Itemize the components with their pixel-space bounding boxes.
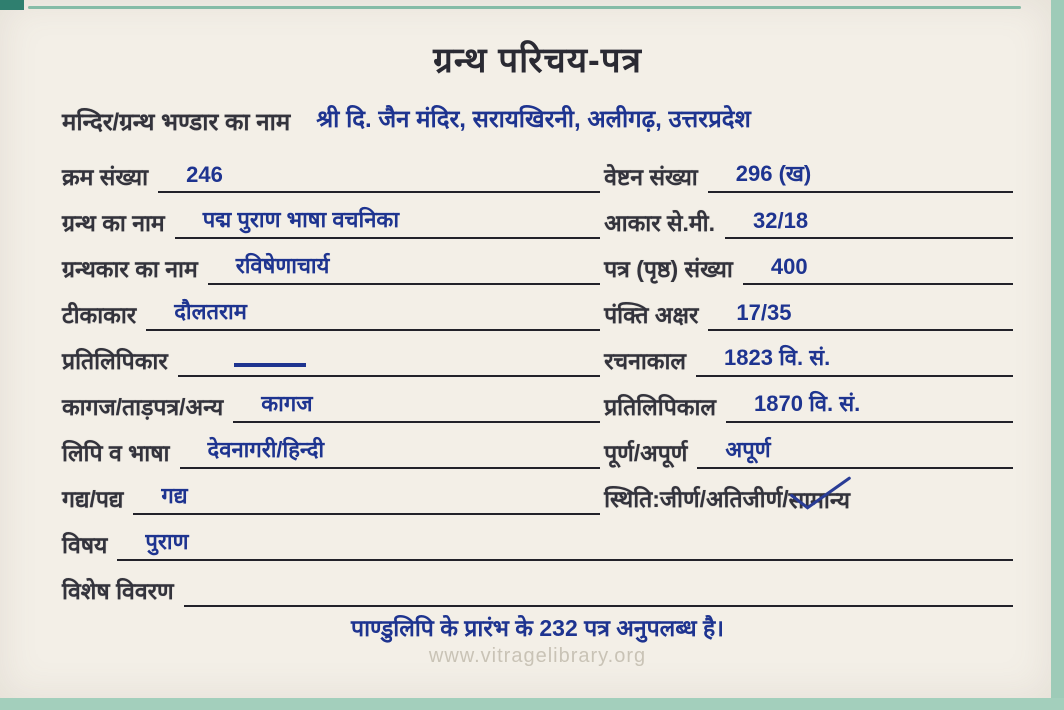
underline (708, 161, 1013, 193)
field-vishay (62, 528, 1013, 561)
special-details-note: पाण्डुलिपि के प्रारंभ के 232 पत्र अनुपलब्ध है। (351, 615, 724, 641)
checked-option-text: सामान्य (788, 487, 850, 513)
underline (184, 605, 1013, 607)
field-value: 1870 वि. सं. (754, 391, 861, 416)
field-mandir-bhandar-name (62, 105, 1013, 147)
field-value: रविषेणाचार्य (235, 253, 330, 278)
underline (725, 208, 1013, 239)
field-veshtan-sankhya (604, 160, 1013, 193)
form-row-subject (62, 515, 1013, 561)
form-row-commentator-lines (62, 285, 1013, 331)
form-row-prose-condition (62, 469, 1013, 515)
field-granthkar-ka-naam (62, 252, 604, 285)
field-value: 296 (ख) (735, 161, 812, 186)
underline (233, 391, 600, 423)
field-label: गद्य/पद्य (62, 486, 124, 512)
field-label: स्थिति:जीर्ण/अतिजीर्ण/ (604, 486, 789, 512)
page-title: ग्रन्थ परिचय-पत्र (433, 41, 642, 80)
underline (696, 345, 1013, 377)
field-label: टीकाकार (62, 302, 137, 328)
form-row-material-copydate (62, 377, 1013, 423)
form-row-author-pages (62, 239, 1013, 285)
field-label: पूर्ण/अपूर्ण (604, 440, 688, 466)
field-kagaz-tadpatra-anya (62, 390, 604, 423)
underline (133, 483, 600, 515)
field-label: पत्र (पृष्ठ) संख्या (604, 256, 733, 282)
field-kram-sankhya (62, 160, 604, 193)
field-patra-sankhya (604, 252, 1013, 285)
condition-checked-option (789, 483, 850, 515)
field-label: आकार से.मी. (604, 210, 716, 236)
field-value: कागज (261, 391, 313, 416)
form-row-special-details (62, 561, 1013, 607)
field-label: कागज/ताड़पत्र/अन्य (62, 394, 224, 420)
field-label: लिपि व भाषा (62, 440, 170, 466)
field-granth-ka-naam (62, 206, 604, 239)
field-pankti-akshar (604, 298, 1013, 331)
field-value: देवनागरी/हिन्दी (207, 437, 325, 462)
form-row-serial-bundle (62, 147, 1013, 193)
field-label: प्रतिलिपिकार (62, 348, 168, 374)
field-value: 400 (770, 254, 808, 279)
field-sthiti (604, 482, 1013, 515)
field-value: 32/18 (753, 208, 809, 233)
field-label: क्रम संख्या (62, 164, 149, 190)
field-aakaar-cm (604, 206, 1013, 239)
field-value: अपूर्ण (725, 437, 771, 462)
scan-edge-right (1051, 0, 1064, 710)
field-value: श्री दि. जैन मंदिर, सरायखिरनी, अलीगढ़, उत्तरप्रदेश (316, 106, 751, 133)
watermark-text: www.vitragelibrary.org (428, 645, 647, 667)
field-label: विषय (62, 532, 108, 558)
blank-entry-mark (234, 363, 306, 367)
field-label: रचनाकाल (604, 348, 687, 374)
field-value: गद्य (161, 483, 188, 508)
field-label: प्रतिलिपिकाल (604, 394, 717, 420)
scan-edge-bottom (0, 698, 1064, 710)
form-row-script-completeness (62, 423, 1013, 469)
underline (708, 300, 1013, 331)
scan-edge-top-line (28, 6, 1021, 9)
field-label: ग्रन्थकार का नाम (62, 256, 198, 282)
underline (158, 162, 600, 193)
field-label: ग्रन्थ का नाम (62, 210, 165, 236)
field-label: विशेष विवरण (62, 578, 174, 604)
field-value: 246 (186, 162, 223, 187)
field-value: पुराण (145, 529, 189, 554)
field-label: पंक्ति अक्षर (604, 302, 699, 328)
underline (117, 529, 1013, 561)
field-label: वेष्टन संख्या (604, 164, 698, 190)
field-pratilipikaal (604, 390, 1013, 423)
field-lipi-va-bhasha (62, 436, 604, 469)
underline (743, 254, 1013, 285)
underline (180, 437, 601, 469)
field-value: 1823 वि. सं. (724, 345, 831, 370)
form-row-bookname-size (62, 193, 1013, 239)
field-label: मन्दिर/ग्रन्थ भण्डार का नाम (62, 109, 291, 136)
form-row-copyist-composition (62, 331, 1013, 377)
field-value: 17/35 (736, 300, 792, 325)
field-pratilipikar (62, 344, 604, 377)
field-rachnakal (604, 344, 1013, 377)
underline (208, 253, 600, 285)
field-gadya-padya (62, 482, 604, 515)
underline (726, 391, 1013, 423)
underline (146, 299, 600, 331)
field-value: पद्म पुराण भाषा वचनिका (202, 207, 400, 232)
underline (178, 363, 600, 377)
field-value: दौलतराम (174, 299, 247, 324)
underline (697, 437, 1013, 469)
field-vishesh-vivran (62, 574, 1013, 607)
underline (175, 207, 600, 239)
scan-edge-corner (0, 0, 24, 10)
field-tikakar (62, 298, 604, 331)
field-purn-apurn (604, 436, 1013, 469)
